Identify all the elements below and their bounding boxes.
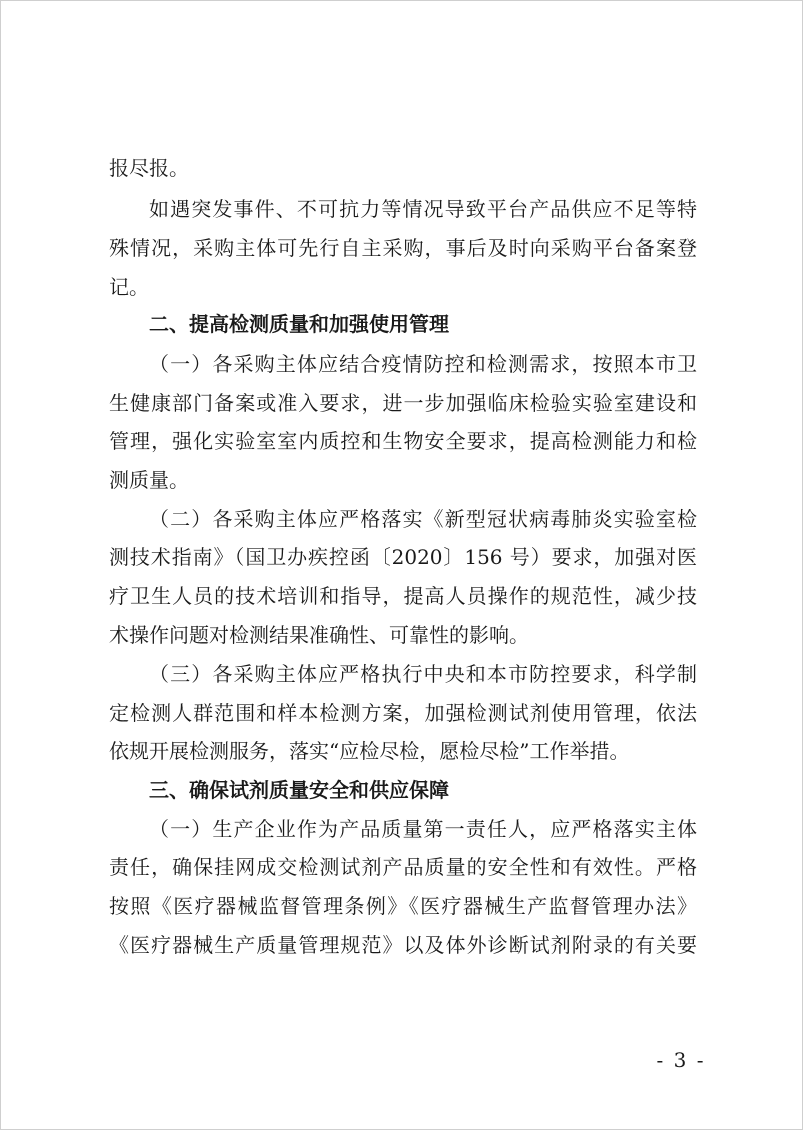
- section-heading: 三、确保试剂质量安全和供应保障: [149, 778, 449, 802]
- text-line: （三）各采购主体应严格执行中央和本市防控要求，科学制: [149, 662, 697, 686]
- text-line: （一）生产企业作为产品质量第一责任人，应严格落实主体: [149, 817, 697, 841]
- text-line: 报尽报。: [109, 156, 189, 180]
- text-line: 管理，强化实验室室内质控和生物安全要求，提高检测能力和检: [109, 429, 697, 453]
- text-line: 责任，确保挂网成交检测试剂产品质量的安全性和有效性。严格: [109, 855, 697, 879]
- text-line: 疗卫生人员的技术培训和指导，提高人员操作的规范性，减少技: [109, 584, 697, 608]
- text-line: （一）各采购主体应结合疫情防控和检测需求，按照本市卫: [149, 352, 697, 376]
- text-line: 依规开展检测服务，落实“应检尽检，愿检尽检”工作举措。: [109, 739, 630, 763]
- text-line: 术操作问题对检测结果准确性、可靠性的影响。: [109, 623, 529, 647]
- text-line: 生健康部门备案或准入要求，进一步加强临床检验实验室建设和: [109, 391, 697, 415]
- text-line: 殊情况，采购主体可先行自主采购，事后及时向采购平台备案登: [109, 236, 697, 260]
- text-line: 测技术指南》（国卫办疾控函〔2020〕156 号）要求，加强对医: [109, 545, 697, 569]
- text-line: 《医疗器械生产质量管理规范》以及体外诊断试剂附录的有关要: [109, 933, 697, 957]
- text-line: 测质量。: [109, 468, 189, 492]
- page-number: - 3 -: [656, 1048, 706, 1072]
- text-line: 记。: [109, 275, 149, 299]
- text-line: 按照《医疗器械监督管理条例》《医疗器械生产监督管理办法》: [109, 894, 697, 918]
- text-line: 如遇突发事件、不可抗力等情况导致平台产品供应不足等特: [149, 197, 697, 221]
- text-line: 定检测人群范围和样本检测方案，加强检测试剂使用管理，依法: [109, 701, 697, 725]
- section-heading: 二、提高检测质量和加强使用管理: [149, 312, 449, 336]
- text-line: （二）各采购主体应严格落实《新型冠状病毒肺炎实验室检: [149, 507, 697, 531]
